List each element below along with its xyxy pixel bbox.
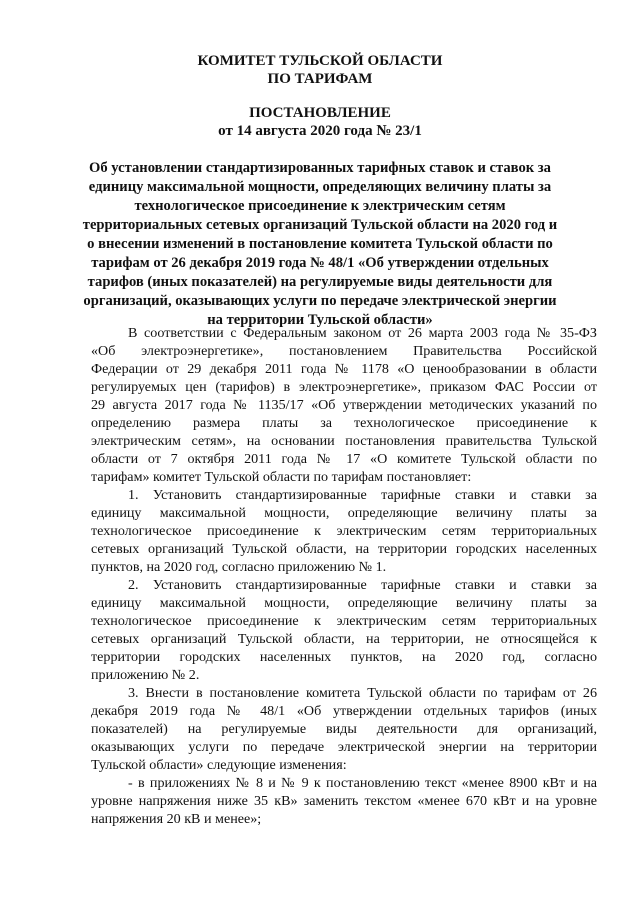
subject-line: технологическое присоединение к электрическим сетям [134,198,506,214]
text-line: 2. Установить стандартизированные тарифные ставки и ставки за [128,577,597,593]
preamble-paragraph [91,324,597,486]
text-line: сетевых организаций Тульской области, на территории городских населенных [91,541,597,557]
text-line: Тульской области» следующие изменения: [91,757,347,773]
text-line: технологическое присоединение к электрическим сетям территориальных [91,613,597,629]
text-line: сетевых организаций Тульской области, на территории, не относящейся к [91,631,597,647]
text-line: 3. Внести в постановление комитета Тульской области по тарифам от 26 [128,685,597,701]
subject-line: организаций, оказывающих услуги по передаче электрической энергии [83,293,557,309]
text-line: приложению № 2. [91,667,200,683]
amendment-paragraph [91,774,597,828]
clause-1-paragraph [91,486,597,576]
decree-heading [0,104,640,140]
text-line: 29 августа 2017 года № 1135/17 «Об утверждении методических указаний по [91,397,597,413]
committee-title [0,52,640,88]
text-line: «Об электроэнергетике», постановлением Правительства Российской [91,343,597,359]
text-line: определению размера платы за технологическое присоединение к [91,415,597,431]
subject-line: о внесении изменений в постановление комитета Тульской области по [87,236,553,252]
text-line: единицу максимальной мощности, определяющие величину платы за [91,595,597,611]
text-line: единицу максимальной мощности, определяющие величину платы за [91,505,597,521]
text-line: декабря 2019 года № 48/1 «Об утверждении отдельных тарифов (иных [91,703,597,719]
text-line: территории городских населенных пунктов, на 2020 год, согласно [91,649,597,665]
subject-line: на территории Тульской области» [207,312,433,328]
committee-title-line-2: ПО ТАРИФАМ [267,71,373,87]
text-line: регулируемых цен (тарифов) в электроэнергетике», приказом ФАС России от [91,379,597,395]
subject-line: тарифам от 26 декабря 2019 года № 48/1 «Об утверждении отдельных [91,255,549,271]
subject-line: территориальных сетевых организаций Тульской области на 2020 год и [82,217,558,233]
text-line: Федерации от 29 декабря 2011 года № 1178 «О ценообразовании в области [91,361,597,377]
text-line: 1. Установить стандартизированные тарифные ставки и ставки за [128,487,597,503]
text-line: области от 7 октября 2011 года № 17 «О комитете Тульской области по [91,451,597,467]
text-line: тарифам» комитет Тульской области по тарифам постановляет: [91,469,472,485]
text-line: пунктов, на 2020 год, согласно приложению № 1. [91,559,387,575]
text-line: электрическим сетям», на основании постановления правительства Тульской [91,433,597,449]
text-line: В соответствии с Федеральным законом от 26 марта 2003 года № 35-ФЗ [128,325,597,341]
text-line: уровне напряжения ниже 35 кВ» заменить текстом «менее 670 кВт и на уровне [91,793,597,809]
decree-type: ПОСТАНОВЛЕНИЕ [249,105,391,121]
decree-subject [0,159,640,330]
text-line: - в приложениях № 8 и № 9 к постановлению текст «менее 8900 кВт и на [128,775,597,791]
clause-2-paragraph [91,576,597,684]
decree-date-number: от 14 августа 2020 года № 23/1 [218,123,422,139]
text-line: показателей) на регулируемые виды деятельности для организаций, [91,721,597,737]
committee-title-line-1: КОМИТЕТ ТУЛЬСКОЙ ОБЛАСТИ [197,53,443,69]
subject-line: Об установлении стандартизированных тарифных ставок и ставок за [89,160,551,176]
subject-line: тарифов (иных показателей) на регулируемые виды деятельности для [87,274,553,290]
text-line: напряжения 20 кВ и менее»; [91,811,262,827]
text-line: оказывающих услуги по передаче электрической энергии на территории [91,739,597,755]
document-body [91,324,597,828]
text-line: технологическое присоединение к электрическим сетям территориальных [91,523,597,539]
clause-3-paragraph [91,684,597,774]
subject-line: единицу максимальной мощности, определяющих величину платы за [88,179,552,195]
